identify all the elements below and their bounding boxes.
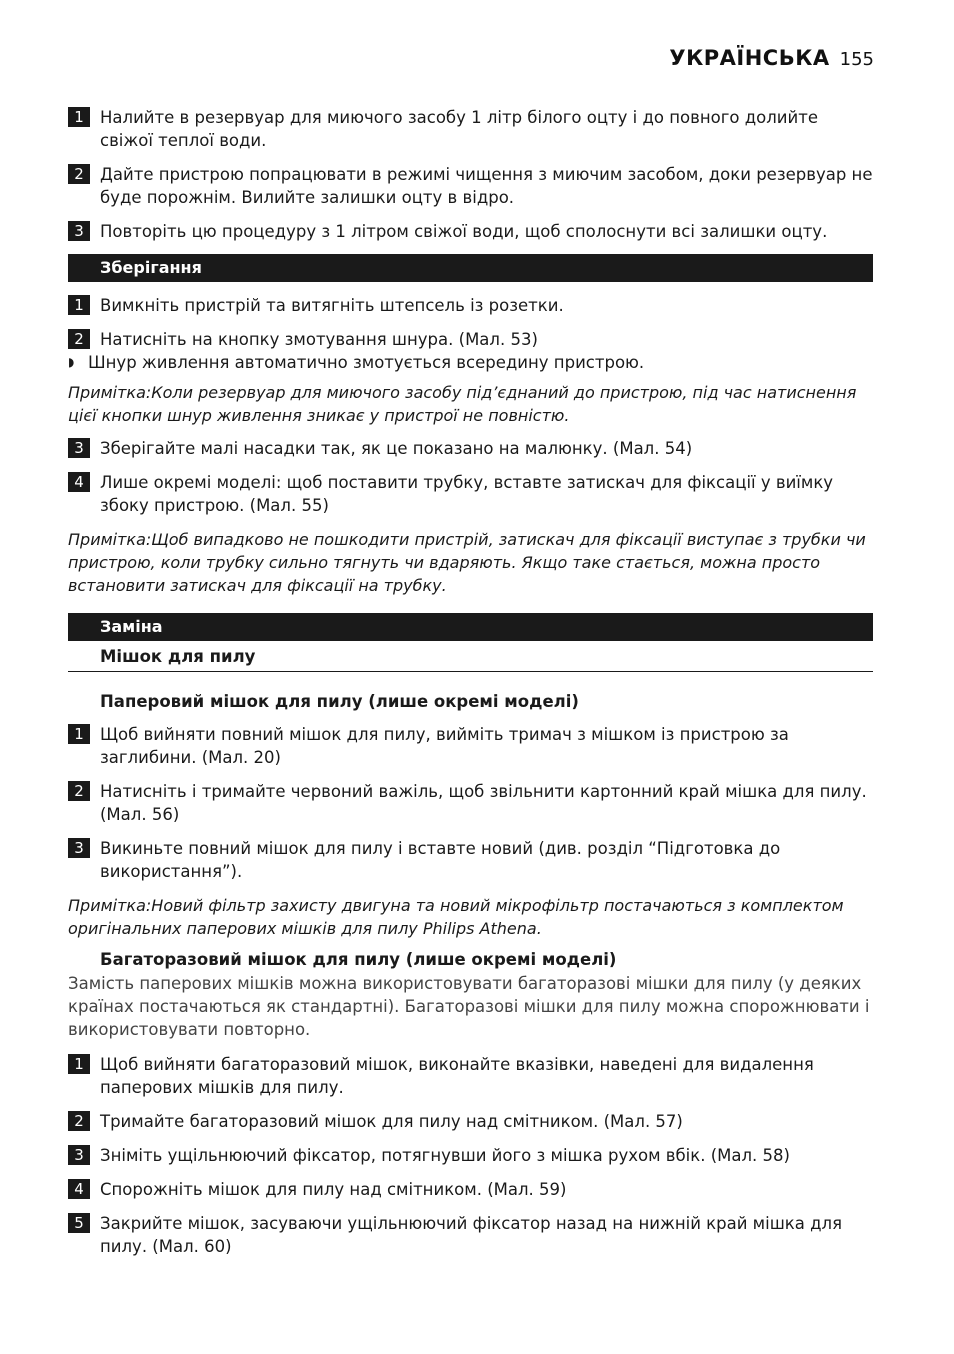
note: Примітка:Новий фільтр захисту двигуна та новий мікрофільтр постачаються з комплектом оригінальних паперових мішків для пилу Philips Athena. [68, 896, 844, 938]
step-text: Тримайте багаторазовий мішок для пилу над смітником. (Мал. 57) [100, 1112, 683, 1131]
step-text: Закрийте мішок, засуваючи ущільнюючий фіксатор назад на нижній край мішка для пилу. (Мал. 60) [100, 1214, 843, 1256]
step [68, 1053, 873, 1099]
note: Примітка:Коли резервуар для миючого засобу під’єднаний до пристрою, під час натиснення цієї кнопки шнур живлення зникає у пристрої не повністю. [68, 383, 857, 425]
page-number: 155 [839, 49, 874, 70]
subheading-dust-bag: Мішок для пилу [68, 645, 873, 672]
triangle-bullet-icon: ◗ [68, 355, 75, 369]
step [68, 220, 873, 243]
step-number: 2 [68, 781, 90, 801]
step-text: Налийте в резервуар для миючого засобу 1 літр білого оцту і до повного долийте свіжої теплої води. [100, 108, 818, 150]
step-number: 2 [68, 1111, 90, 1131]
step-text: Вимкніть пристрій та витягніть штепсель із розетки. [100, 296, 564, 315]
step-text: Викиньте повний мішок для пилу і вставте новий (див. розділ “Підготовка до використання”). [100, 839, 781, 881]
step-number: 3 [68, 838, 90, 858]
step-number: 5 [68, 1213, 90, 1233]
step-number: 3 [68, 438, 90, 458]
step [68, 163, 873, 209]
step-number: 2 [68, 329, 90, 349]
step [68, 780, 873, 826]
step [68, 1212, 873, 1258]
step-number: 1 [68, 724, 90, 744]
step-text: Спорожніть мішок для пилу над смітником. (Мал. 59) [100, 1180, 567, 1199]
step-text: Зберігайте малі насадки так, як це показано на малюнку. (Мал. 54) [100, 439, 693, 458]
step-text: Щоб вийняти багаторазовий мішок, виконайте вказівки, наведені для видалення паперових мішків для пилу. [100, 1055, 814, 1097]
step [68, 328, 873, 351]
step-text: Лише окремі моделі: щоб поставити трубку, вставте затискач для фіксації у виїмку збоку пристрою. (Мал. 55) [100, 473, 834, 515]
page-header [669, 46, 874, 70]
section-heading-storage: Зберігання [68, 254, 873, 282]
result-bullet [68, 351, 873, 374]
step-number: 3 [68, 221, 90, 241]
language-title: УКРАЇНСЬКА [669, 46, 830, 70]
step-number: 4 [68, 472, 90, 492]
bullet-text: Шнур живлення автоматично змотується всередину пристрою. [88, 353, 645, 372]
step-number: 1 [68, 295, 90, 315]
step-number: 3 [68, 1145, 90, 1165]
page-content [68, 106, 873, 1269]
step [68, 1178, 873, 1201]
step-number: 1 [68, 1054, 90, 1074]
subheading-paper-bag: Паперовий мішок для пилу (лише окремі моделі) [100, 692, 579, 711]
step-text: Натисніть на кнопку змотування шнура. (Мал. 53) [100, 330, 538, 349]
note: Примітка:Щоб випадково не пошкодити пристрій, затискач для фіксації виступає з трубки чи пристрою, коли трубку сильно тягнуть чи вдаряють. Якщо таке стається, можна просто встановити затискач для фіксації на трубку. [68, 530, 866, 595]
step [68, 723, 873, 769]
step-text: Щоб вийняти повний мішок для пилу, вийміть тримач з мішком із пристрою за заглибини. (Мал. 20) [100, 725, 789, 767]
step [68, 294, 873, 317]
subheading-reusable-bag: Багаторазовий мішок для пилу (лише окремі моделі) [100, 950, 617, 969]
step-text: Натисніть і тримайте червоний важіль, щоб звільнити картонний край мішка для пилу. (Мал. 56) [100, 782, 867, 824]
step [68, 437, 873, 460]
step-text: Зніміть ущільнюючий фіксатор, потягнувши його з мішка рухом вбік. (Мал. 58) [100, 1146, 790, 1165]
step [68, 1110, 873, 1133]
step-text: Повторіть цю процедуру з 1 літром свіжої води, щоб сполоснути всі залишки оцту. [100, 222, 828, 241]
step-text: Дайте пристрою попрацювати в режимі чищення з миючим засобом, доки резервуар не буде порожнім. Вилийте залишки оцту в відро. [100, 165, 873, 207]
step-number: 4 [68, 1179, 90, 1199]
step-number: 2 [68, 164, 90, 184]
step [68, 471, 873, 517]
section-heading-replacement: Заміна [68, 613, 873, 641]
intro-paragraph: Замість паперових мішків можна використовувати багаторазові мішки для пилу (у деяких країнах постачаються як стандартні). Багаторазові мішки для пилу можна спорожнювати і використовувати повторно. [68, 974, 870, 1039]
step [68, 106, 873, 152]
step-number: 1 [68, 107, 90, 127]
step [68, 837, 873, 883]
step [68, 1144, 873, 1167]
